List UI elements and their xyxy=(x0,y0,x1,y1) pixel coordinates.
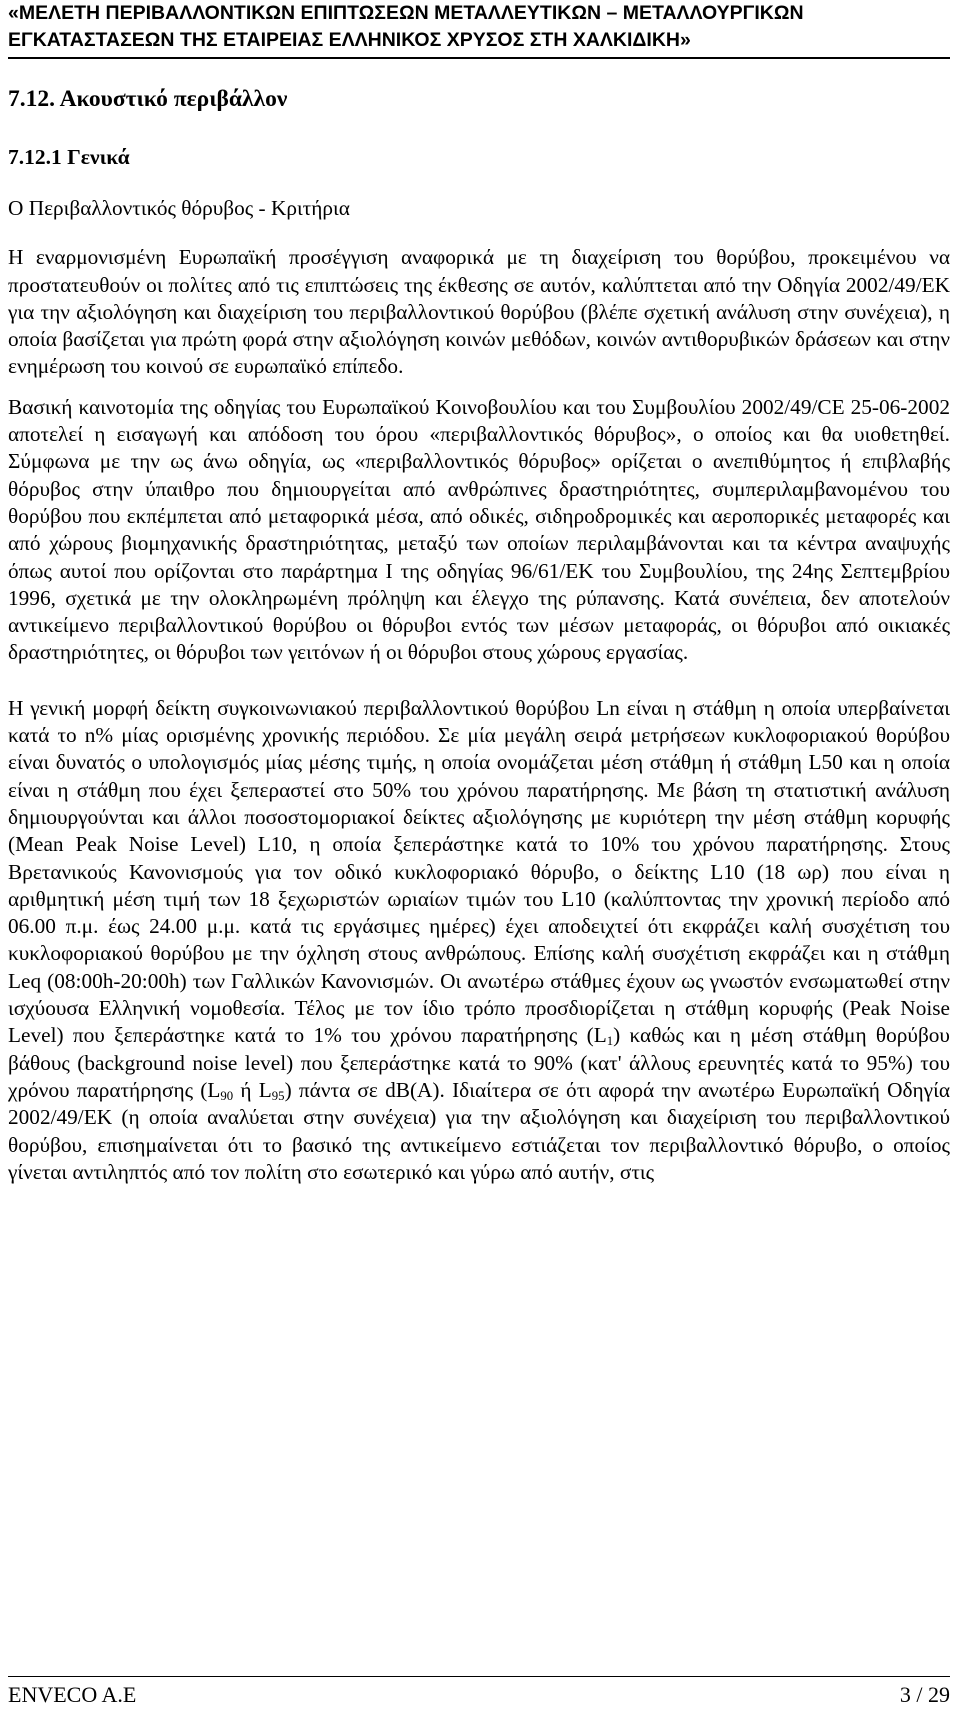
subscript-95: 95 xyxy=(271,1089,285,1104)
footer-page-number: 3 / 29 xyxy=(899,1682,950,1707)
paragraph-3 xyxy=(8,695,950,1186)
paragraph-3-part-a: Η γενική μορφή δείκτη συγκοινωνιακού περιβαλλοντικού θορύβου Ln είναι η στάθμη η οποία υπερβαίνεται κατά το n% μίας ορισμένης χρονικής περιόδου. Σε μία μεγάλη σειρά μετρήσεων κυκλοφοριακού θορύβου είναι δυνατός ο υπολογισμός μίας μέσης τιμής, η οποία ονομάζεται μέση στάθμη ή στάθμη L50 και η οποία είναι η στάθμη που έχει ξεπεραστεί στο 50% του χρόνου παρατήρησης. Με βάση τη στατιστική ανάλυση δημιουργούνται και άλλοι ποσοστομοριακοί δείκτες αξιολόγησης με κυριότερη την μέση στάθμη κορυφής (Mean Peak Noise Level) L10, η οποία ξεπεράστηκε κατά το 10% του χρόνου παρατήρησης. Στους Βρετανικούς Κανονισμούς για τον οδικό κυκλοφοριακό θόρυβο, ο δείκτης L10 (18 ωρ) που είναι η αριθμητική μέση τιμή των 18 ξεχωριστών ωριαίων τιμών του L10 (καλύπτοντας την χρονική περίοδο από 06.00 π.μ. έως 24.00 μ.μ. κατά τις εργάσιμες ημέρες) έχει αποδειχτεί ότι εκφράζει καλή συσχέτιση του κυκλοφοριακού θορύβου με την όχληση στους ανθρώπους. Επίσης καλή συσχέτιση εκφράζει και η στάθμη Leq (08:00h-20:00h) των Γαλλικών Κανονισμών. Οι ανωτέρω στάθμες έχουν ως γνωστόν ενσωματωθεί στην ισχύουσα Ελληνική νομοθεσία. Τέλος με τον ίδιο τρόπο προσδιορίζεται η στάθμη κορυφής (Peak Noise Level) που ξεπεράστηκε κατά το 1% του χρόνου παρατήρησης (L xyxy=(8,695,950,1048)
paragraph-2: Βασική καινοτομία της οδηγίας του Ευρωπαϊκού Κοινοβουλίου και του Συμβουλίου 2002/49/CE 25-06-2002 αποτελεί η εισαγωγή και απόδοση του όρου «περιβαλλοντικός θόρυβος», ο οποίος και θα υιοθετηθεί. Σύμφωνα με την ως άνω οδηγία, ως «περιβαλλοντικός θόρυβος» ορίζεται ο ανεπιθύμητος ή επιβλαβής θόρυβος στην ύπαιθρο που δημιουργείται από ανθρώπινες δραστηριότητες, συμπεριλαμβανομένου του θορύβου που εκπέμπεται από μεταφορικά μέσα, από οδικές, σιδηροδρομικές και αεροπορικές μεταφορές και από χώρους βιομηχανικής δραστηριότητας, μεταξύ των οποίων περιλαμβάνονται και τα κέντρα αναψυχής όπως αυτοί που ορίζονται στο παράρτημα Ι της οδηγίας 96/61/ΕΚ του Συμβουλίου, της 24ης Σεπτεμβρίου 1996, σχετικά με την ολοκληρωμένη πρόληψη και έλεγχο της ρύπανσης. Κατά συνέπεια, δεν αποτελούν αντικείμενο περιβαλλοντικού θορύβου οι θόρυβοι εντός των μέσων μεταφοράς, οι θόρυβοι από οικιακές δραστηριότητες, οι θόρυβοι των γειτόνων ή οι θόρυβοι στους χώρους εργασίας. xyxy=(8,394,950,665)
section-title: 7.12. Ακουστικό περιβάλλον xyxy=(8,86,288,112)
header-divider xyxy=(8,57,950,59)
document-header: «ΜΕΛΕΤΗ ΠΕΡΙΒΑΛΛΟΝΤΙΚΩΝ ΕΠΙΠΤΩΣΕΩΝ ΜΕΤΑΛΛΕΥΤΙΚΩΝ – ΜΕΤΑΛΛΟΥΡΓΙΚΩΝ ΕΓΚΑΤΑΣΤΑΣΕΩΝ ΤΗΣ ΕΤΑΙΡΕΙΑΣ ΕΛΛΗΝΙΚΟΣ ΧΡΥΣΟΣ ΣΤΗ ΧΑΛΚΙΔΙΚΗ» xyxy=(8,2,804,51)
subheading: Ο Περιβαλλοντικός θόρυβος - Κριτήρια xyxy=(8,196,350,220)
paragraph-3-part-c: ή L xyxy=(233,1077,272,1102)
subscript-1: 1 xyxy=(606,1034,614,1049)
footer-company: ENVECO A.E xyxy=(8,1682,137,1707)
paragraph-3-part-d: ) πάντα σε dB(A). Ιδιαίτερα σε ότι αφορά την ανωτέρω Ευρωπαϊκή Οδηγία 2002/49/ΕΚ (η οποία αναλύεται στην συνέχεια) για την αξιολόγηση και διαχείριση του περιβαλλοντικού θορύβου, επισημαίνεται ότι το βασικό της αντικείμενο εστιάζεται τον περιβαλλοντικό θόρυβο, ο οποίος γίνεται αντιληπτός από τον πολίτη στο εσωτερικό και γύρω από αυτήν, στις xyxy=(8,1077,950,1184)
footer-divider xyxy=(8,1676,950,1677)
subsection-title: 7.12.1 Γενικά xyxy=(8,145,130,169)
paragraph-3-part-b: ) καθώς και η μέση στάθμη θορύβου βάθους (background noise level) που ξεπεράστηκε κατά το 90% (κατ' άλλους ερευνητές κατά το 95%) του χρόνου παρατήρησης (L xyxy=(8,1023,950,1102)
document-body xyxy=(8,84,950,1186)
subscript-90: 90 xyxy=(220,1089,234,1104)
paragraph-1: Η εναρμονισμένη Ευρωπαϊκή προσέγγιση αναφορικά με τη διαχείριση του θορύβου, προκειμένου να προστατευθούν οι πολίτες από τις επιπτώσεις της έκθεσης σε αυτόν, καλύπτεται από την Οδηγία 2002/49/ΕΚ για την αξιολόγηση και διαχείριση του περιβαλλοντικού θορύβου (βλέπε σχετική ανάλυση στην συνέχεια), η οποία βασίζεται για πρώτη φορά στην αξιολόγηση κοινών μεθόδων, κοινών αντιθορυβικών δράσεων και στην ενημέρωση του κοινού σε ευρωπαϊκό επίπεδο. xyxy=(8,245,950,379)
document-footer xyxy=(8,1681,950,1709)
